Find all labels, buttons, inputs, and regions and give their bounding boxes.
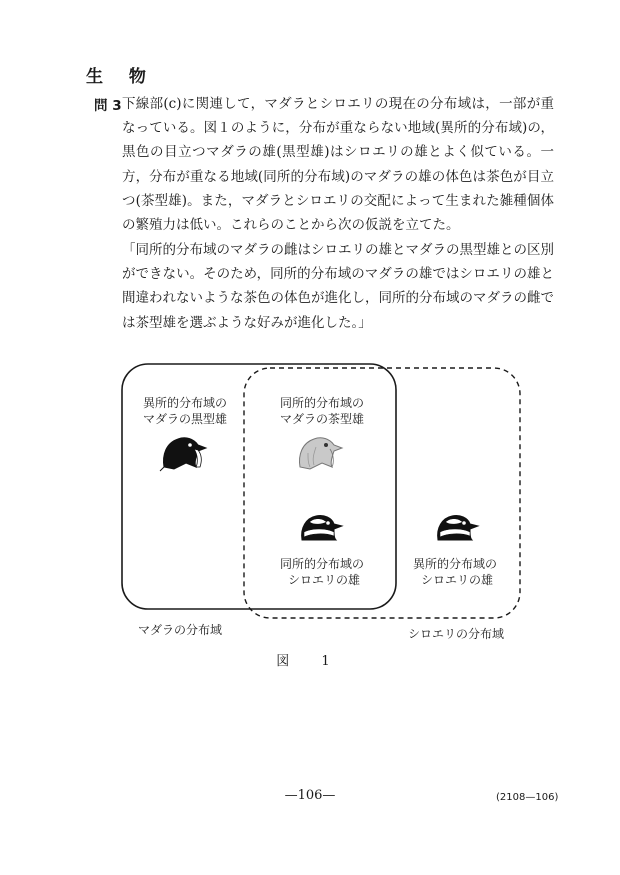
label-sympatric-shiroeri-2: シロエリの雄 — [288, 573, 361, 587]
label-shiroeri-range: シロエリの分布域 — [408, 627, 505, 641]
hypothesis-paragraph: 「同所的分布域のマダラの雌はシロエリの雄とマダラの黒型雄との区別ができない。そのため，同所的分布域のマダラの雄ではシロエリの雄と間違われないような茶色の体色が進化し，同所的分布域のマダラの雌では茶型雄を選ぶような好みが進化した。」 — [122, 242, 554, 331]
label-sympatric-madara-1: 同所的分布域の — [280, 396, 365, 410]
label-sympatric-shiroeri-1: 同所的分布域の — [280, 557, 365, 571]
label-madara-range: マダラの分布域 — [138, 623, 223, 637]
page-number: —106— — [284, 788, 336, 803]
brown-male-bird-icon — [300, 438, 342, 469]
label-allopatric-madara-2: マダラの黒型雄 — [143, 412, 228, 426]
label-allopatric-madara-1: 異所的分布域の — [143, 396, 228, 410]
black-male-bird-icon — [160, 438, 206, 471]
question-paragraph: 下線部(c)に関連して，マダラとシロエリの現在の分布域は，一部が重なっている。図１のように，分布が重ならない地域(異所的分布域)の，黒色の目立つマダラの雄(黒型雄)はシロエリの雄とよく似ている。一方，分布が重なる地域(同所的分布域)のマダラの雄の体色は茶色が目立つ(茶型雄)。また，マダラとシロエリの交配によって生まれた雑種個体の繁殖力は低い。これらのことから次の仮説を立てた。 — [122, 96, 554, 234]
subject-heading: 生 物 — [86, 67, 156, 87]
label-sympatric-madara-2: マダラの茶型雄 — [280, 412, 365, 426]
label-allopatric-shiroeri-2: シロエリの雄 — [421, 573, 494, 587]
collared-male-bird-icon — [302, 515, 342, 540]
collared-male-bird-icon — [438, 515, 478, 540]
question-label: 問 3 — [94, 98, 122, 114]
exam-code: (2108—106) — [496, 792, 559, 803]
label-allopatric-shiroeri-1: 異所的分布域の — [413, 557, 498, 571]
figure-caption: 図 1 — [276, 654, 344, 669]
